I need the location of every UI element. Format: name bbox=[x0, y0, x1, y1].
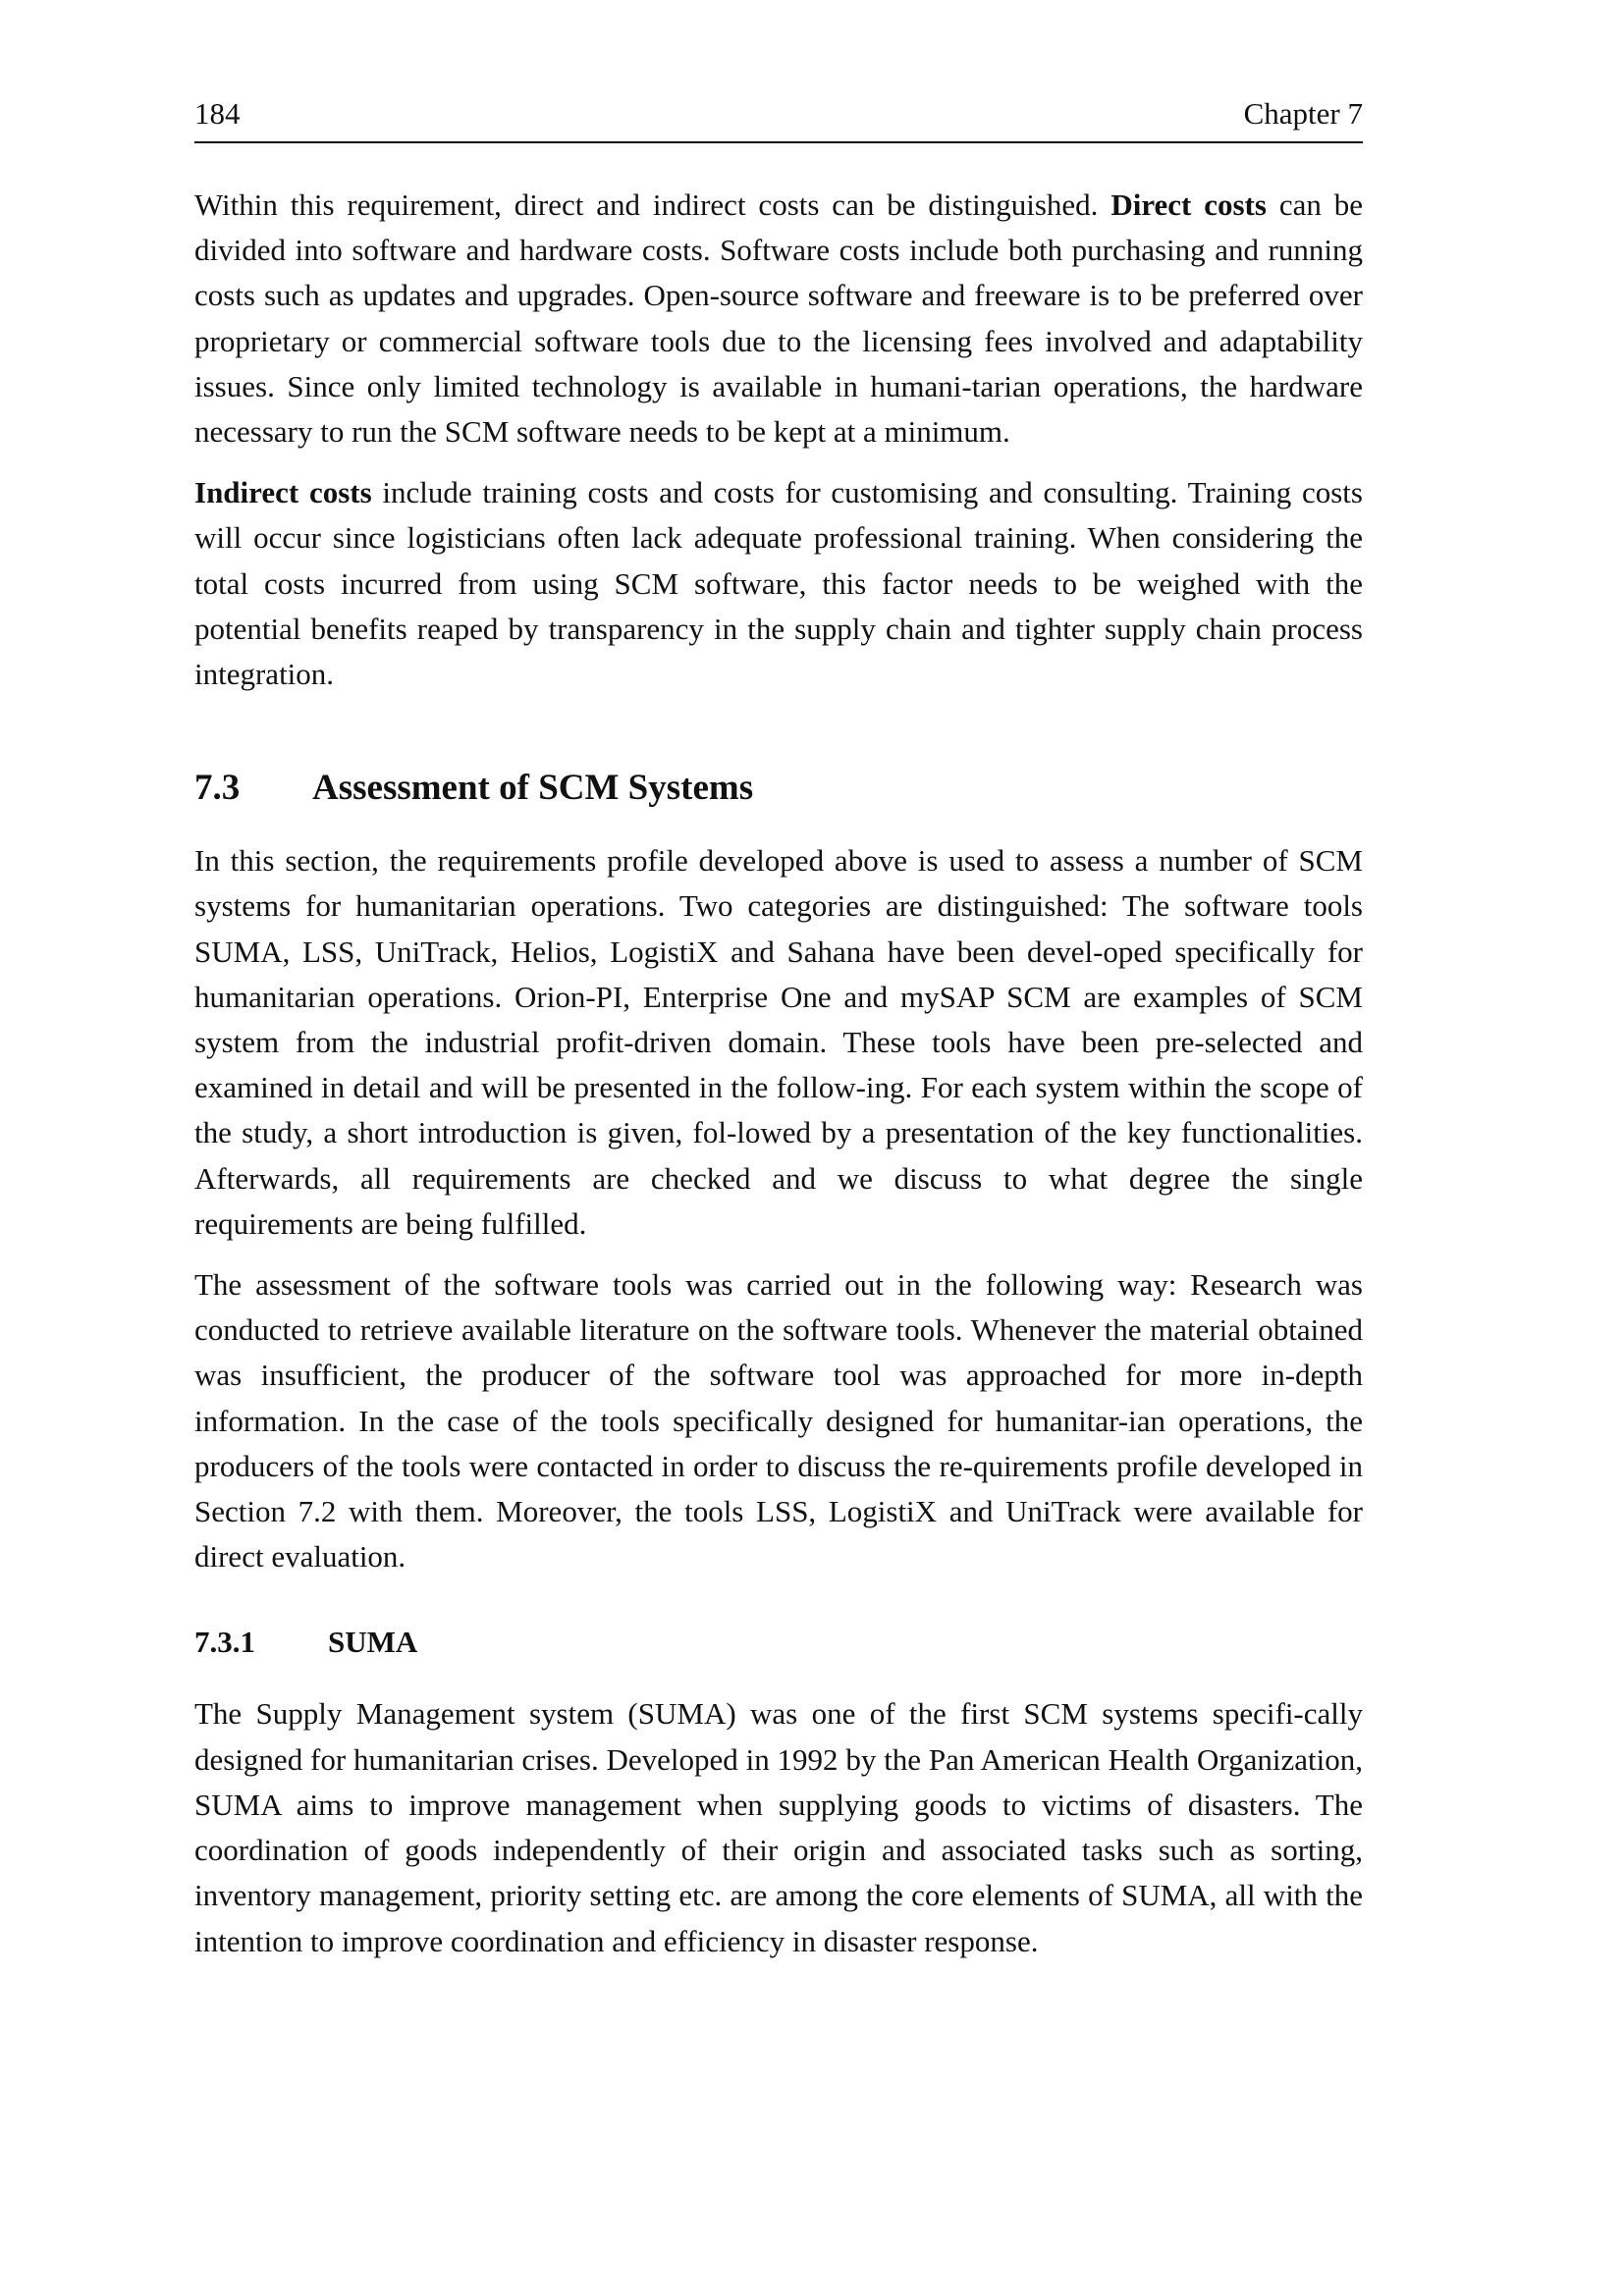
paragraph-assessment-method: The assessment of the software tools was carried out in the following way: Research was conducted to retrieve available literature on the software tools. Whenever the material obtained was insufficient, the producer of the software tool was approached for more in-depth information. In the case of the tools specifically designed for humanitar-ian operations, the producers of the tools were contacted in order to discuss the re-quirements profile developed in Section 7.2 with them. Moreover, the tools LSS, LogistiX and UniTrack were available for direct evaluation. bbox=[194, 1267, 1363, 1575]
paragraph-section-intro: In this section, the requirements profile developed above is used to assess a number of SCM systems for humanitarian operations. Two categories are distinguished: The software tools SUMA, LSS, UniTrack, Helios, LogistiX and Sahana have been devel-oped specifically for humanitarian operations. Orion-PI, Enterprise One and mySAP SCM are examples of SCM system from the industrial profit-driven domain. These tools have been pre-selected and examined in detail and will be presented in the follow-ing. For each system within the scope of the study, a short introduction is given, fol-lowed by a presentation of the key functionalities. Afterwards, all requirements are checked and we discuss to what degree the single requirements are being fulfilled. bbox=[194, 843, 1363, 1241]
chapter-label: Chapter 7 bbox=[1243, 96, 1363, 131]
paragraph-indirect-costs bbox=[194, 470, 1363, 697]
paragraph-direct-costs bbox=[194, 183, 1363, 454]
section-number: 7.3 bbox=[194, 768, 241, 809]
section-heading bbox=[194, 766, 1363, 811]
body-text bbox=[194, 183, 1363, 1964]
paragraph-suma-intro: The Supply Management system (SUMA) was one of the first SCM systems specifi-cally designed for humanitarian crises. Developed in 1992 by the Pan American Health Organization, SUMA aims to improve management when supplying goods to victims of disasters. The coordination of goods independently of their origin and associated tasks such as sorting, inventory management, priority setting etc. are among the core elements of SUMA, all with the intention to improve coordination and efficiency in disaster response. bbox=[194, 1696, 1363, 1958]
paragraph-text: Within this requirement, direct and indirect costs can be distinguished. bbox=[194, 187, 1111, 222]
subsection-heading bbox=[194, 1623, 1363, 1662]
subsection-title: SUMA bbox=[328, 1625, 418, 1660]
paragraph-text: include training costs and costs for customising and consulting. Training costs will occur since logisticians often lack adequate professional training. When considering the total costs incurred from using SCM software, this factor needs to be weighed with the potential benefits reaped by transparency in the supply chain and tighter supply chain process integration. bbox=[194, 475, 1363, 692]
running-header bbox=[194, 94, 1363, 143]
page-number: 184 bbox=[194, 96, 241, 131]
term-indirect-costs: Indirect costs bbox=[194, 475, 372, 510]
subsection-number: 7.3.1 bbox=[194, 1625, 255, 1660]
term-direct-costs: Direct costs bbox=[1110, 187, 1267, 222]
book-page bbox=[194, 94, 1363, 1980]
section-title: Assessment of SCM Systems bbox=[312, 768, 754, 809]
paragraph-text: can be divided into software and hardware costs. Software costs include both purchasing and running costs such as updates and upgrades. Open-source software and freeware is to be preferred over proprietary or commercial software tools due to the licensing fees involved and adaptability issues. Since only limited technology is available in humani-tarian operations, the hardware necessary to run the SCM software needs to be kept at a minimum. bbox=[194, 187, 1363, 450]
